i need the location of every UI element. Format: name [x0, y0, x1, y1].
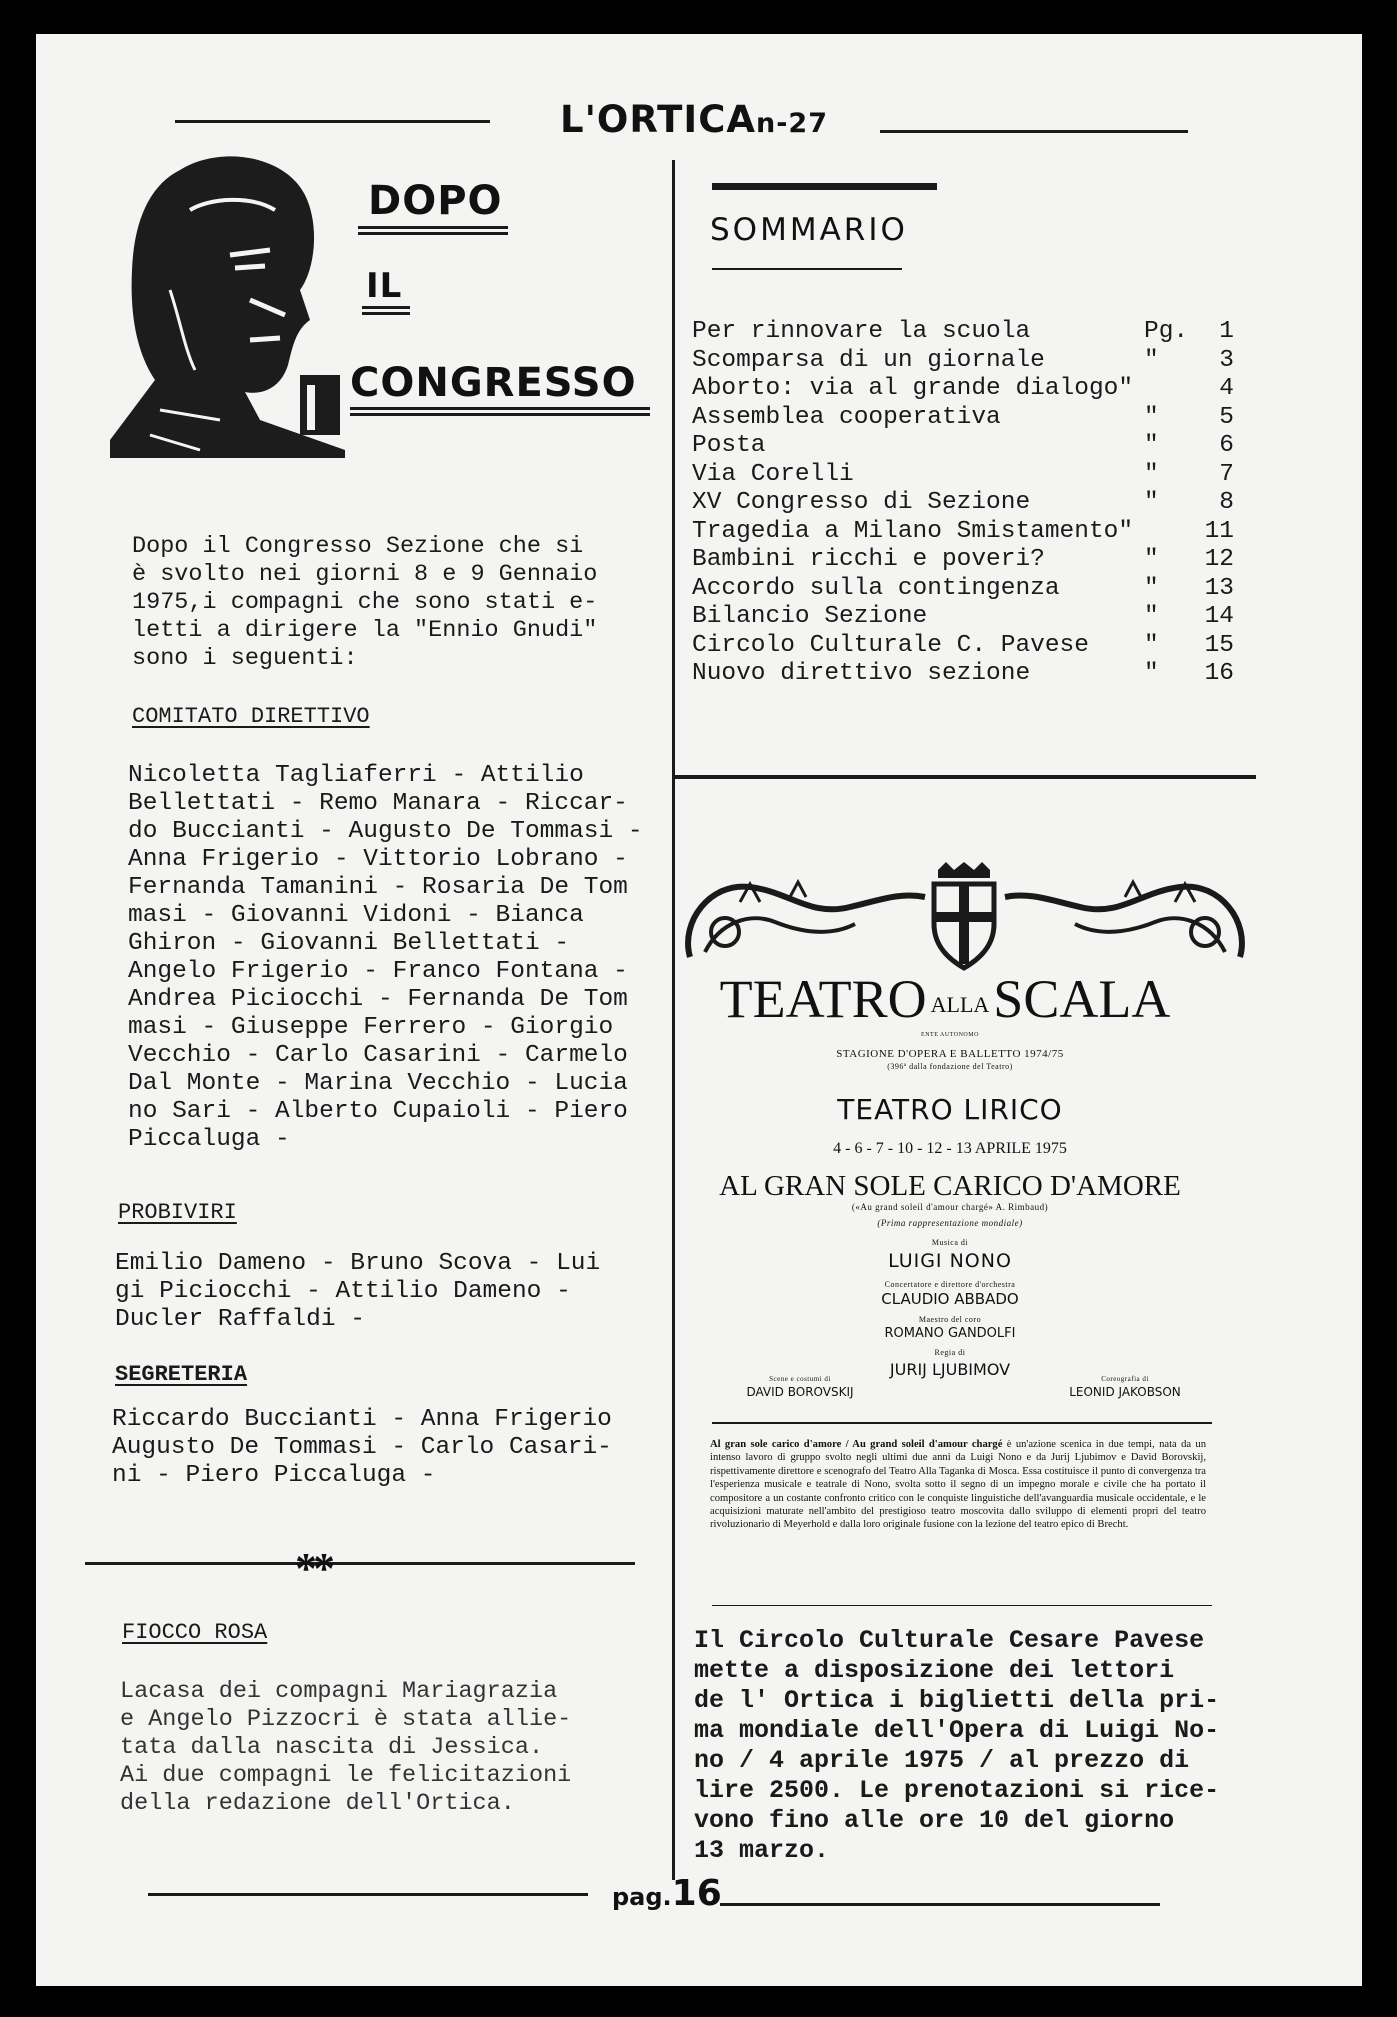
sommario-item-page: 8: [1219, 489, 1234, 516]
masthead-dopo: DOPO: [368, 178, 503, 224]
comitato-line: Dal Monte - Marina Vecchio - Lucia: [128, 1070, 628, 1097]
poster-notice-rule-bottom: [712, 1605, 1212, 1606]
poster-director: JURIJ LJUBIMOV: [889, 1360, 1011, 1379]
page-header: [560, 98, 828, 141]
sommario-item-page: 14: [1204, 603, 1234, 630]
theatre-name-c: SCALA: [993, 969, 1171, 1029]
poster-opera: AL GRAN SOLE CARICO D'AMORE: [719, 1170, 1181, 1202]
sommario-item-label: Accordo sulla contingenza: [692, 574, 1060, 602]
comitato-line: Ghiron - Giovanni Bellettati -: [128, 930, 570, 957]
sommario-item-page: 4: [1219, 375, 1234, 402]
poster-choreo: LEONID JAKOBSON: [1069, 1385, 1181, 1399]
milan-crest-icon: [928, 862, 1000, 972]
comitato-line: Anna Frigerio - Vittorio Lobrano -: [128, 846, 628, 873]
sommario-item-page: 5: [1219, 403, 1234, 431]
comitato-list: [128, 762, 643, 1154]
poster-scenes: DAVID BOROVSKIJ: [746, 1385, 854, 1399]
probiviri-line: Ducler Raffaldi -: [115, 1306, 365, 1333]
poster-composer: LUIGI NONO: [888, 1250, 1012, 1272]
separator-rule: [85, 1562, 635, 1565]
intro-line: 1975,i compagni che sono stati e-: [132, 589, 598, 616]
segreteria-line: ni - Piero Piccaluga -: [112, 1462, 436, 1489]
sommario-item-page: 7: [1219, 460, 1234, 488]
fiocco-text: [120, 1678, 571, 1818]
sommario-item-mark: ": [1144, 403, 1159, 431]
sommario-item: [692, 660, 1234, 689]
intro-paragraph: [132, 533, 597, 673]
sommario-item: [692, 432, 1234, 461]
intro-line: letti a dirigere la "Ennio Gnudi": [132, 617, 598, 644]
comitato-line: Vecchio - Carlo Casarini - Carmelo: [128, 1042, 628, 1069]
circolo-line: Il Circolo Culturale Cesare Pavese: [694, 1626, 1205, 1655]
circolo-line: vono fino alle ore 10 del giorno: [694, 1806, 1175, 1835]
sommario-rule-top: [712, 183, 937, 190]
page-number-prefix: pag.: [612, 1883, 672, 1911]
intro-line: è svolto nei giorni 8 e 9 Gennaio: [132, 561, 598, 588]
sommario-item-label: Per rinnovare la scuola: [692, 318, 1031, 345]
portrait-illustration: [110, 150, 345, 458]
probiviri-line: Emilio Dameno - Bruno Scova - Lui: [115, 1250, 601, 1277]
comitato-line: Angelo Frigerio - Franco Fontana -: [128, 958, 628, 985]
sommario-item-label: Posta: [692, 432, 766, 459]
poster-chorus-label: Maestro del coro: [918, 1315, 982, 1324]
segreteria-line: Augusto De Tommasi - Carlo Casari-: [112, 1434, 612, 1461]
probiviri-title: PROBIVIRI: [118, 1200, 237, 1225]
separator-stars: **: [295, 1544, 331, 1593]
sommario-item-mark: ": [1144, 546, 1159, 573]
circolo-line: de l' Ortica i biglietti della pri-: [694, 1686, 1220, 1715]
poster-chorus: ROMANO GANDOLFI: [884, 1326, 1016, 1341]
segreteria-line: Riccardo Buccianti - Anna Frigerio: [112, 1406, 612, 1433]
poster-notice-body: è un'azione scenica in due tempi, nata da un intenso lavoro di gruppo svolto negli ultimi due anni da Luigi Nono e da Jurij Ljubimov e David Borovskij, rispettivamente direttore e scenografo del Teatro Alla Taganka di Mosca. Essa costituisce il punto di convergenza tra l'esperienza musicale e teatrale di Nono, svolta sotto il segno di un impegno morale e civile che ha portato il compositore a un costante confronto critico con le conquiste linguistiche dell'avanguardia musicale occidentale, e le acquisizioni maturate nell'ambito del prestigioso teatro moscovita dallo sviluppo di elementi propri del teatro rivoluzionario di Meyerhold e dalla loro originale fusione con la lezione del teatro epico di Brecht.: [710, 1439, 1206, 1531]
circolo-line: 13 marzo.: [694, 1836, 830, 1865]
sommario-item: [692, 403, 1234, 433]
sommario-item: [692, 489, 1234, 518]
sommario-item: [692, 546, 1234, 575]
comitato-line: masi - Giuseppe Ferrero - Giorgio: [128, 1014, 614, 1041]
comitato-line: do Buccianti - Augusto De Tommasi -: [128, 818, 643, 845]
right-section-divider: [672, 775, 1256, 779]
poster-ente: ENTE AUTONOMO: [921, 1032, 979, 1038]
poster-notice-rule: [712, 1422, 1212, 1424]
comitato-line: Nicoletta Tagliaferri - Attilio: [128, 762, 584, 789]
poster-director-label: Regia di: [934, 1348, 966, 1357]
fiocco-line: Ai due compagni le felicitazioni: [120, 1762, 572, 1789]
poster-scenes-label: Scene e costumi di: [769, 1375, 831, 1383]
sommario-item-label: Nuovo direttivo sezione: [692, 660, 1031, 687]
poster-prima: (Prima rappresentazione mondiale): [877, 1218, 1023, 1228]
masthead-underline-3: [350, 407, 650, 410]
comitato-line: masi - Giovanni Vidoni - Bianca: [128, 902, 584, 929]
comitato-line: Andrea Piciocchi - Fernanda De Tom: [128, 986, 628, 1013]
fiocco-title: FIOCCO ROSA: [122, 1620, 268, 1645]
sommario-item-mark: ": [1144, 346, 1159, 374]
sommario-item-mark: ": [1144, 432, 1159, 459]
circolo-line: ma mondiale dell'Opera di Luigi No-: [694, 1716, 1220, 1745]
sommario-item-page: 13: [1204, 574, 1234, 602]
comitato-line: no Sari - Alberto Cupaioli - Piero: [128, 1098, 628, 1125]
sommario-item-label: Assemblea cooperativa: [692, 403, 1001, 431]
poster-dates: 4 - 6 - 7 - 10 - 12 - 13 APRILE 1975: [833, 1140, 1067, 1157]
sommario-item: [692, 631, 1234, 661]
sommario-rule-bottom: [712, 268, 902, 270]
comitato-line: Fernanda Tamanini - Rosaria De Tom: [128, 874, 628, 901]
circolo-line: mette a disposizione dei lettori: [694, 1656, 1175, 1685]
page-number-value: 16: [671, 1873, 722, 1914]
masthead-underline-2: [362, 306, 410, 309]
poster-conductor: CLAUDIO ABBADO: [881, 1290, 1019, 1308]
poster-stagione: STAGIONE D'OPERA E BALLETTO 1974/75: [836, 1048, 1064, 1060]
sommario-item-page: 15: [1204, 631, 1234, 659]
fiocco-line: Lacasa dei compagni Mariagrazia: [120, 1678, 558, 1705]
sommario-item: [692, 603, 1234, 632]
sommario-item-mark: ": [1144, 460, 1159, 488]
sommario-item-mark: ": [1144, 631, 1159, 659]
sommario-item: [692, 375, 1234, 404]
sommario-item-mark: ": [1144, 603, 1159, 630]
poster-venue: TEATRO LIRICO: [837, 1093, 1063, 1126]
segreteria-list: [112, 1406, 612, 1490]
intro-line: sono i seguenti:: [132, 645, 358, 672]
footer-rule-left: [148, 1893, 588, 1896]
sommario-item-page: 3: [1219, 346, 1234, 374]
poster-musica-label: Musica di: [931, 1238, 969, 1247]
segreteria-title: SEGRETERIA: [115, 1362, 248, 1387]
theatre-name-a: TEATRO: [719, 969, 927, 1029]
sommario-item: [692, 517, 1234, 547]
masthead-underline-2b: [362, 312, 410, 315]
poster-notice-lead: Al gran sole carico d'amore / Au grand soleil d'amour chargé: [710, 1439, 1003, 1450]
sommario-item-mark: ": [1144, 489, 1159, 516]
theatre-name-b: ALLA: [930, 991, 990, 1017]
header-rule-left: [175, 120, 490, 123]
masthead-underline-1: [358, 226, 508, 229]
circolo-line: lire 2500. Le prenotazioni si rice-: [694, 1776, 1220, 1805]
sommario-item-label: Aborto: via al grande dialogo": [692, 375, 1134, 402]
sommario-item-label: Tragedia a Milano Smistamento": [692, 517, 1134, 545]
comitato-title: COMITATO DIRETTIVO: [132, 704, 370, 729]
fiocco-line: tata dalla nascita di Jessica.: [120, 1734, 544, 1761]
sommario-item-mark: Pg.: [1144, 318, 1189, 345]
masthead-underline-1b: [358, 232, 508, 235]
comitato-line: Bellettati - Remo Manara - Riccar-: [128, 790, 628, 817]
poster-conductor-label: Concertatore e direttore d'orchestra: [884, 1280, 1016, 1289]
sommario-item-label: Circolo Culturale C. Pavese: [692, 631, 1089, 659]
footer-rule-right: [720, 1903, 1160, 1906]
comitato-line: Piccaluga -: [128, 1126, 290, 1153]
sommario-item-label: Bambini ricchi e poveri?: [692, 546, 1045, 573]
fiocco-line: della redazione dell'Ortica.: [120, 1790, 515, 1817]
sommario-item-label: Via Corelli: [692, 460, 854, 488]
poster-notice: [710, 1438, 1206, 1532]
poster-opera-fr: («Au grand soleil d'amour chargé» A. Rimbaud): [851, 1202, 1049, 1212]
sommario-item-mark: ": [1144, 574, 1159, 602]
circolo-line: no / 4 aprile 1975 / al prezzo di: [694, 1746, 1190, 1775]
masthead-congresso: CONGRESSO: [350, 360, 637, 406]
sommario-item-label: XV Congresso di Sezione: [692, 489, 1031, 516]
masthead-underline-3b: [350, 413, 650, 416]
sommario-list: [692, 318, 1234, 689]
header-issue: n-27: [755, 108, 828, 139]
sommario-item-label: Scomparsa di un giornale: [692, 346, 1045, 374]
header-title: L'ORTICA: [560, 98, 756, 141]
sommario-item: [692, 460, 1234, 490]
page-number: [612, 1873, 722, 1914]
sommario-item-label: Bilancio Sezione: [692, 603, 928, 630]
fiocco-line: e Angelo Pizzocri è stata allie-: [120, 1706, 572, 1733]
probiviri-list: [115, 1250, 600, 1334]
sommario-item: [692, 346, 1234, 376]
sommario-item-page: 11: [1204, 517, 1234, 545]
sommario-title: SOMMARIO: [710, 212, 908, 248]
sommario-item-page: 12: [1204, 546, 1234, 573]
probiviri-line: gi Piciocchi - Attilio Dameno -: [115, 1278, 571, 1305]
column-divider: [672, 160, 675, 1880]
intro-line: Dopo il Congresso Sezione che si: [132, 533, 584, 560]
sommario-item: [692, 574, 1234, 604]
theatre-name: [680, 968, 1210, 1030]
header-rule-right: [880, 130, 1188, 133]
sommario-item-page: 6: [1219, 432, 1234, 459]
poster-choreo-label: Coreografia di: [1101, 1375, 1149, 1383]
sommario-item: [692, 318, 1234, 347]
sommario-item-page: 16: [1204, 660, 1234, 687]
poster-anno: (396ª dalla fondazione del Teatro): [887, 1062, 1013, 1071]
sommario-item-page: 1: [1219, 318, 1234, 345]
masthead-il: IL: [366, 266, 403, 306]
circolo-announcement: [694, 1626, 1219, 1866]
sommario-item-mark: ": [1144, 660, 1159, 687]
